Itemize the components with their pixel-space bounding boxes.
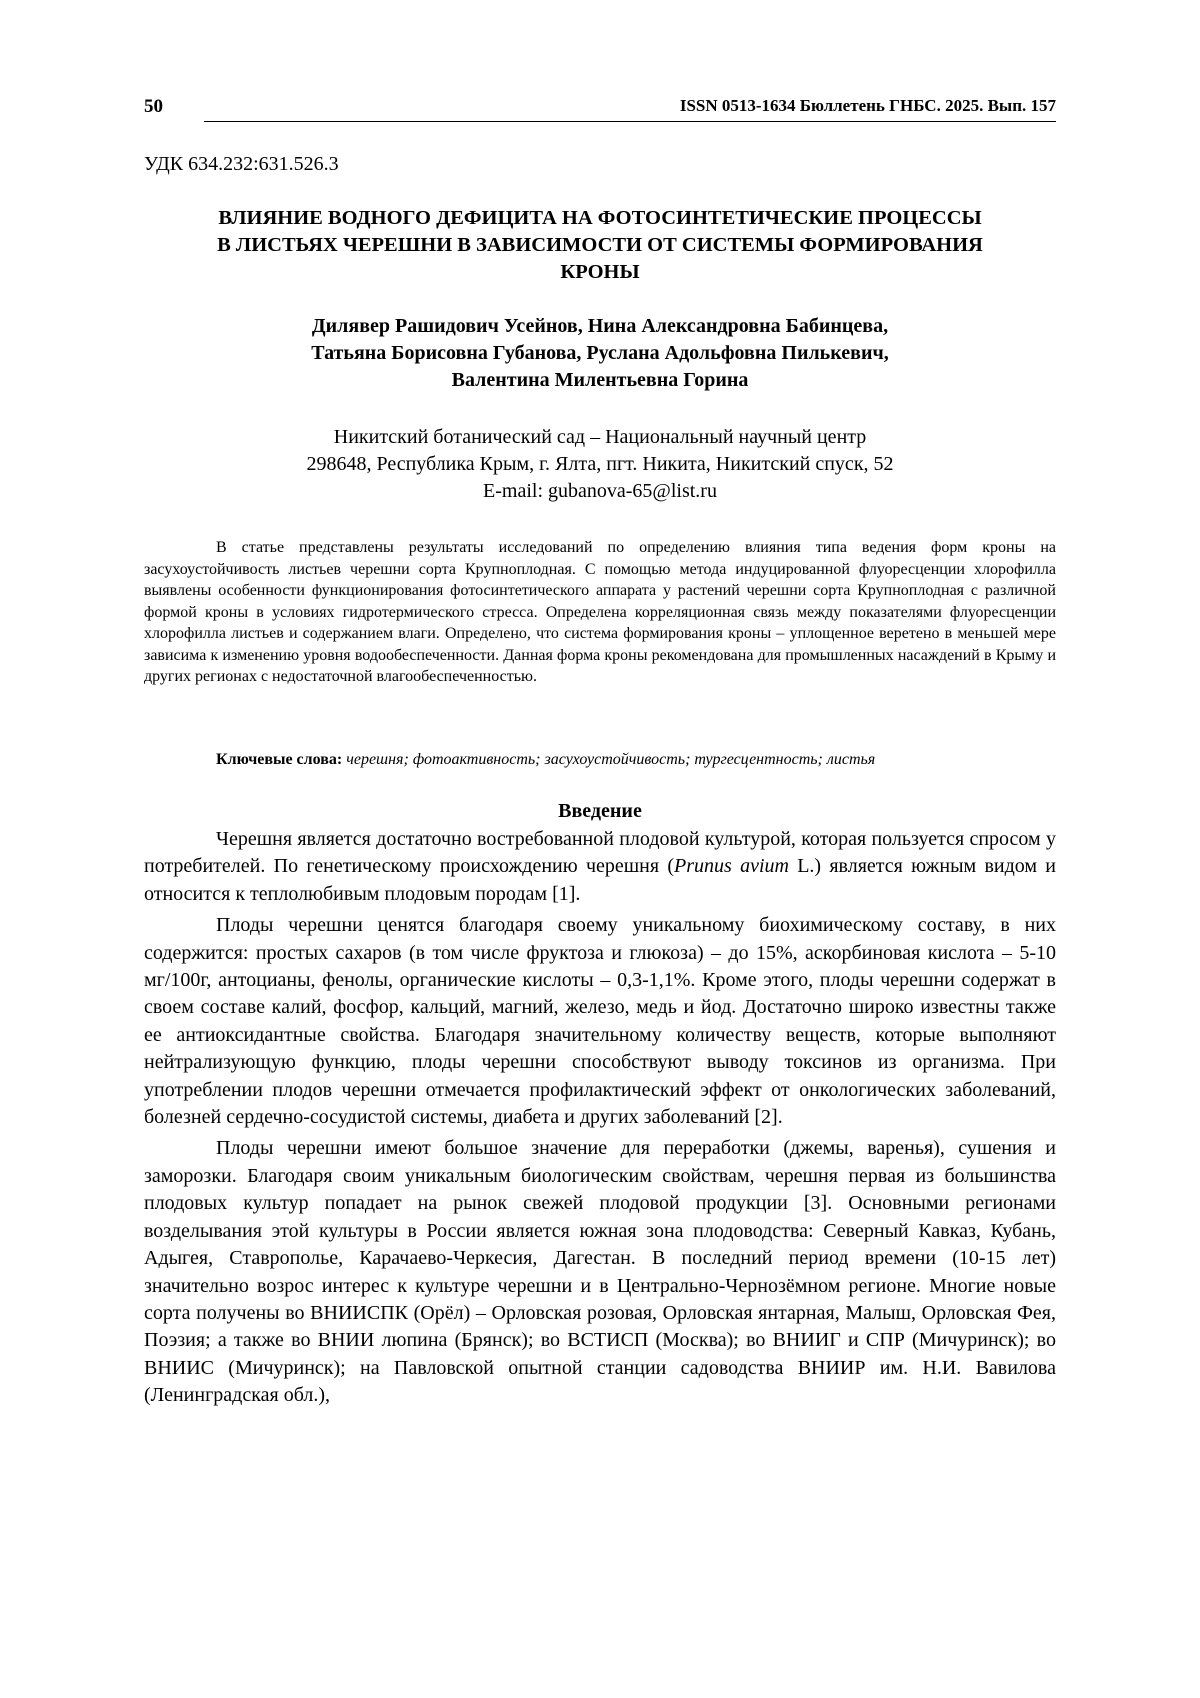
affiliation	[144, 424, 1056, 505]
paragraph: Плоды черешни ценятся благодаря своему уникальному биохимическому составу, в них содержится: простых сахаров (в том числе фруктоза и глюкоза) – до 15%, аскорбиновая кислота – 5-10 мг/100г, антоцианы, фенолы, органические кислоты – 0,3-1,1%. Кроме этого, плоды черешни содержат в своем составе калий, фосфор, кальций, магний, железо, медь и йод. Достаточно широко известны также ее антиоксидантные свойства. Благодаря значительному количеству веществ, которые выполняют нейтрализующую функцию, плоды черешни способствуют выводу токсинов из организма. При употреблении плодов черешни отмечается профилактический эффект от онкологических заболеваний, болезней сердечно-сосудистой системы, диабета и других заболеваний [2].	[144, 914, 1056, 1129]
email[interactable]: E-mail: gubanova-65@list.ru	[483, 480, 717, 502]
author-line: Татьяна Борисовна Губанова, Руслана Адольфовна Пилькевич,	[311, 342, 889, 364]
body-text	[144, 826, 1056, 1414]
title-line: ВЛИЯНИЕ ВОДНОГО ДЕФИЦИТА НА ФОТОСИНТЕТИЧЕСКИЕ ПРОЦЕССЫ	[218, 207, 982, 229]
author-list	[144, 313, 1056, 394]
keywords-label: Ключевые слова:	[216, 751, 343, 768]
paragraph	[144, 826, 1056, 908]
keywords-text: черешня; фотоактивность; засухоустойчивость; тургесцентность; листья	[346, 751, 876, 768]
author-line: Дилявер Рашидович Усейнов, Нина Александровна Бабинцева,	[311, 315, 889, 337]
institution: Никитский ботанический сад – Национальный научный центр	[333, 426, 867, 448]
page-header	[144, 96, 1056, 124]
section-title: Введение	[558, 800, 642, 822]
address: 298648, Республика Крым, г. Ялта, пгт. Никита, Никитский спуск, 52	[306, 453, 894, 475]
abstract: В статье представлены результаты исследований по определению влияния типа ведения форм кроны на засухоустойчивость листьев черешни сорта Крупноплодная. С помощью метода индуцированной флуоресценции хлорофилла выявлены особенности функционирования фотосинтетического аппарата у растений черешни сорта Крупноплодная с различной формой кроны в условиях гидротермического стресса. Определена корреляционная связь между показателями флуоресценции хлорофилла листьев и содержанием влаги. Определено, что система формирования кроны – уплощенное веретено в меньшей мере зависима к изменению уровня водообеспеченности. Данная форма кроны рекомендована для промышленных насаждений в Крыму и других регионах с недостаточной влагообеспеченностью.	[144, 539, 1056, 685]
header-rule	[204, 121, 1056, 122]
article-title	[144, 205, 1056, 286]
paragraph-text: Черешня является достаточно востребованной плодовой культурой, которая пользуется спросом у потребителей. По генетическому происхождению черешня (	[144, 828, 1056, 878]
paragraph-text: L.) является южным видом и относится к теплолюбивым плодовым породам [1].	[144, 855, 1057, 905]
author-line: Валентина Милентьевна Горина	[451, 369, 749, 391]
keywords	[216, 749, 1056, 770]
title-line: В ЛИСТЬЯХ ЧЕРЕШНИ В ЗАВИСИМОСТИ ОТ СИСТЕМЫ ФОРМИРОВАНИЯ	[217, 234, 983, 256]
title-line: КРОНЫ	[560, 261, 640, 283]
paragraph: Плоды черешни имеют большое значение для переработки (джемы, варенья), сушения и заморозки. Благодаря своим уникальным биологическим свойствам, черешня первая из большинства плодовых культур попадает на рынок свежей плодовой продукции [3]. Основными регионами возделывания этой культуры в России является южная зона плодоводства: Северный Кавказ, Кубань, Адыгея, Ставрополье, Карачаево-Черкесия, Дагестан. В последний период времени (10-15 лет) значительно возрос интерес к культуре черешни и в Центрально-Чернозёмном регионе. Многие новые сорта получены во ВНИИСПК (Орёл) – Орловская розовая, Орловская янтарная, Малыш, Орловская Фея, Поэзия; а также во ВНИИ люпина (Брянск); во ВСТИСП (Москва); во ВНИИГ и СПР (Мичуринск); во ВНИИС (Мичуринск); на Павловской опытной станции садоводства ВНИИР им. Н.И. Вавилова (Ленинградская обл.),	[144, 1137, 1056, 1407]
udk-code: УДК 634.232:631.526.3	[144, 153, 339, 175]
running-title: ISSN 0513-1634 Бюллетень ГНБС. 2025. Вып. 157	[679, 96, 1056, 115]
page-number: 50	[144, 96, 163, 117]
species-name: Prunus avium	[674, 855, 789, 878]
